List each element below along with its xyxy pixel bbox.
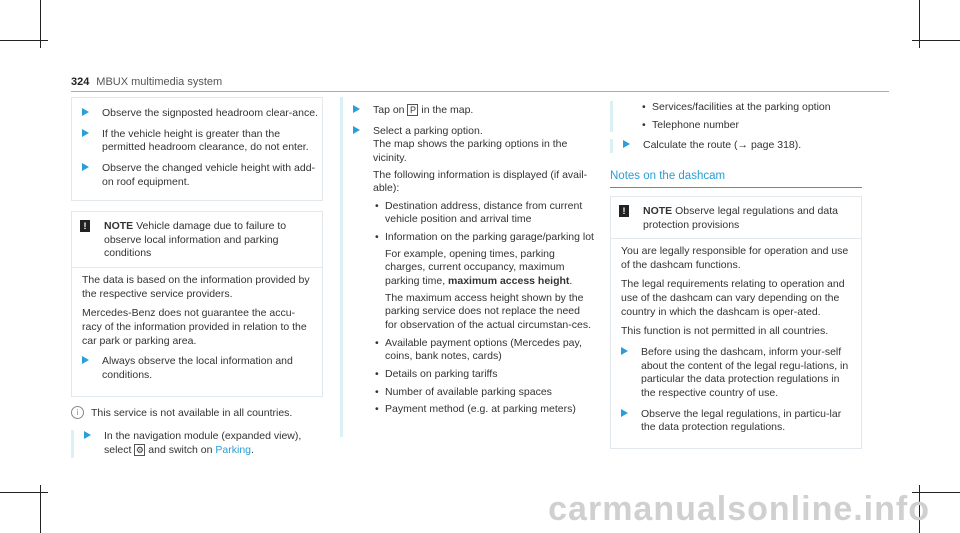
step xyxy=(610,139,862,153)
arrow-icon xyxy=(623,140,630,148)
note-label: NOTE xyxy=(104,220,134,233)
step-text: Observe the legal regulations, in particu-lar the data protection regulations. xyxy=(641,407,842,434)
list-text: For example, opening times, parking charges, current occupancy, maximum parking time, xyxy=(385,247,565,288)
step-text: Calculate the route (→ page 318). xyxy=(643,139,802,152)
note-label: NOTE xyxy=(643,204,673,217)
arrow-icon xyxy=(353,105,360,113)
arrow-icon xyxy=(621,347,628,355)
step-text: If the vehicle height is greater than the permitted headroom clearance, do not enter. xyxy=(102,127,309,154)
step-end: . xyxy=(251,443,254,456)
step-title: Select a parking option. xyxy=(373,124,483,137)
list-item xyxy=(640,119,862,133)
arrow-icon xyxy=(82,356,89,364)
list-text: • Telephone number xyxy=(652,118,739,131)
step-text: Before using the dashcam, inform your-self about the content of the legal regu-lations, in particular the data protection regulations in the respective country of use. xyxy=(641,345,849,399)
step xyxy=(343,104,595,118)
step xyxy=(72,128,322,155)
list-end: . xyxy=(569,275,573,288)
crop-mark xyxy=(912,40,960,41)
note-body xyxy=(611,239,861,448)
list-item xyxy=(373,403,595,417)
warning-icon: ! xyxy=(80,220,90,232)
note-heading xyxy=(104,220,314,261)
bold-term: maximum access height xyxy=(448,275,570,288)
column-1 xyxy=(71,97,323,465)
continued-list xyxy=(610,101,862,132)
note-header xyxy=(72,212,322,268)
list-item xyxy=(640,101,862,115)
note-paragraph: This function is not permitted in all countries. xyxy=(621,325,829,338)
note-title: Vehicle damage due to failure to observe local information and parking conditions xyxy=(104,220,287,260)
watermark: carmanualsonline.info xyxy=(548,489,930,528)
list-text: • Information on the parking garage/parking lot xyxy=(385,231,594,244)
info-text: This service is not available in all countries. xyxy=(91,406,293,419)
parking-icon: P xyxy=(407,104,418,116)
steps-box xyxy=(71,97,323,201)
list-item xyxy=(373,368,595,382)
step-text: In the navigation module (expanded view), select xyxy=(104,430,302,456)
list-text: • Services/facilities at the parking option xyxy=(652,101,831,113)
page-title: MBUX multimedia system xyxy=(96,76,223,88)
warning-icon: ! xyxy=(619,205,629,217)
arrow-icon xyxy=(82,163,89,171)
page-number: 324 xyxy=(71,76,90,88)
step-text: The map shows the parking options in the vicinity. xyxy=(373,138,568,164)
arrow-icon xyxy=(621,409,628,417)
note-body xyxy=(72,268,322,395)
list-item xyxy=(373,231,595,332)
note-box xyxy=(610,196,862,449)
column-2 xyxy=(340,97,595,437)
arrow-icon xyxy=(84,431,91,439)
note-paragraph: The data is based on the information provided by the respective service providers. xyxy=(82,274,310,300)
list-text: The maximum access height shown by the parking service does not replace the need for observation of the actual circumstan-ces. xyxy=(385,291,592,331)
gear-icon: ⚙ xyxy=(135,444,144,455)
step xyxy=(72,162,322,189)
arrow-icon xyxy=(82,108,89,116)
arrow-icon xyxy=(82,129,89,137)
page-header xyxy=(71,75,889,92)
crop-mark xyxy=(0,40,48,41)
info-note xyxy=(71,407,323,421)
parking-link[interactable]: Parking xyxy=(215,443,252,456)
note-box xyxy=(71,211,323,396)
list-text: • Payment method (e.g. at parking meters) xyxy=(385,403,576,416)
crop-mark xyxy=(0,492,48,493)
step xyxy=(343,125,595,417)
note-paragraph: Mercedes-Benz does not guarantee the accu-racy of the information provided in relation to the car park or parking area. xyxy=(82,307,307,347)
step xyxy=(71,430,323,457)
note-header xyxy=(611,197,861,239)
step xyxy=(72,355,312,382)
list-text: • Destination address, distance from current vehicle position and arrival time xyxy=(385,199,583,226)
list-item xyxy=(373,337,595,364)
arrow-icon xyxy=(353,126,360,134)
section-title: Notes on the dashcam xyxy=(610,169,862,188)
step-text: Tap on xyxy=(373,104,405,116)
column-3 xyxy=(610,97,862,449)
list-item xyxy=(373,386,595,400)
step-text: Always observe the local information and conditions. xyxy=(102,355,293,381)
list-item xyxy=(373,200,595,227)
step-text: The following information is displayed (if avail-able): xyxy=(373,168,588,195)
step-text: in the map. xyxy=(421,104,474,116)
info-icon: i xyxy=(71,406,84,419)
step-text: Observe the signposted headroom clear-ance. xyxy=(102,107,318,119)
note-title: Observe legal regulations and data protection provisions xyxy=(643,204,838,231)
note-paragraph: You are legally responsible for operation and use of the dashcam functions. xyxy=(621,245,849,271)
note-paragraph: The legal requirements relating to operation and use of the dashcam can vary depending on the country in which the dashcam is oper-ated. xyxy=(621,278,845,318)
note-heading xyxy=(643,205,853,232)
step xyxy=(72,107,322,121)
step xyxy=(611,346,851,401)
step-text: Observe the changed vehicle height with add-on roof equipment. xyxy=(102,161,316,188)
step xyxy=(611,408,851,435)
list-text: • Number of available parking spaces xyxy=(385,385,552,398)
step-text: and switch on xyxy=(148,443,213,456)
list-text: • Details on parking tariffs xyxy=(385,367,498,380)
list-text: • Available payment options (Mercedes pay, coins, bank notes, cards) xyxy=(385,336,582,363)
